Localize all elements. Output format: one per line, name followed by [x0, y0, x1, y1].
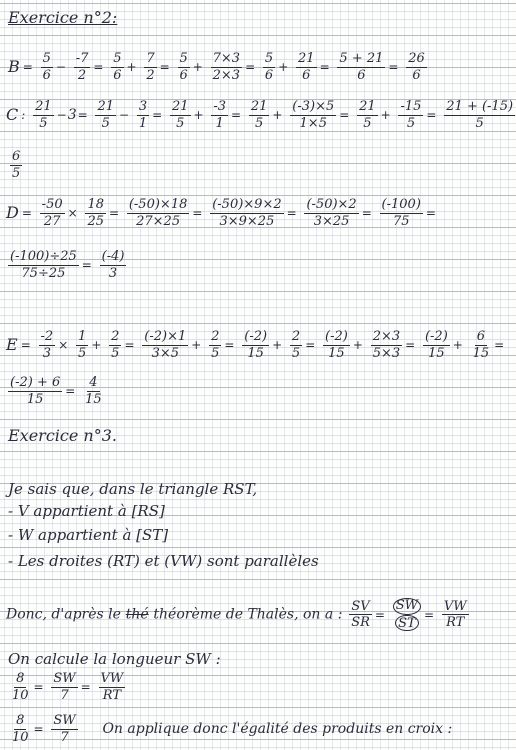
numerator: 18 [87, 197, 104, 212]
operator: + [192, 60, 203, 75]
fraction [170, 100, 191, 130]
operator: = [388, 60, 399, 75]
denominator: 15 [85, 391, 102, 407]
numerator: 2 [291, 329, 301, 344]
fraction [398, 100, 423, 130]
denominator: 6 [264, 67, 274, 83]
numerator: 1 [78, 329, 87, 344]
numerator: SW [393, 598, 421, 615]
denominator: 2×3 [212, 67, 241, 83]
fraction [33, 100, 54, 130]
operator: × [67, 206, 78, 221]
numerator: (-100)÷25 [10, 249, 77, 264]
denominator: 5 [12, 165, 21, 181]
denominator: RT [446, 615, 465, 631]
denominator: 25 [87, 213, 104, 229]
equation-E-cont [6, 376, 106, 406]
calc-line-2 [8, 714, 452, 744]
denominator: 6 [412, 67, 421, 83]
operator: = [374, 607, 385, 622]
operator: : [21, 108, 26, 123]
fraction [380, 198, 423, 228]
operator: + [91, 338, 102, 353]
operator: = [361, 206, 372, 221]
fraction [8, 250, 79, 280]
fraction [83, 376, 104, 406]
text: Exercice n°3. [8, 426, 117, 445]
text: - V appartient à [RS] [8, 502, 165, 520]
numerator: -7 [75, 51, 89, 66]
text: théorème de Thalès, on a : [153, 606, 343, 623]
numerator: VW [443, 598, 467, 614]
fraction [471, 330, 492, 360]
exercise-3-title [8, 428, 117, 444]
operator: = [124, 338, 135, 353]
denominator: 1 [215, 115, 224, 131]
fraction [8, 376, 62, 406]
exercise-2-title [8, 10, 117, 26]
numerator: (-4) [101, 249, 125, 264]
expression-label: E [6, 335, 18, 355]
operator: = [77, 108, 88, 123]
numerator: 21 [250, 99, 268, 114]
text-line [8, 504, 165, 519]
operator: = [21, 206, 32, 221]
fraction [323, 330, 350, 360]
denominator: 6 [357, 67, 366, 83]
fraction [290, 330, 302, 360]
equation-D [6, 198, 437, 228]
fraction [406, 52, 427, 82]
fraction [209, 330, 221, 360]
equation-E [6, 330, 505, 360]
denominator: 6 [42, 67, 51, 83]
operator: = [33, 722, 44, 737]
operator: − [119, 108, 130, 123]
operator: = [424, 607, 435, 622]
operator: = [319, 60, 330, 75]
numerator: (-2)×1 [144, 329, 187, 344]
operator: + [191, 338, 202, 353]
equation-D-cont [6, 250, 128, 280]
numerator: (-2) + 6 [10, 375, 61, 390]
denominator: 10 [12, 687, 29, 703]
fraction [211, 52, 242, 82]
fraction [349, 600, 372, 630]
operator: = [33, 680, 44, 695]
equation-C-result [8, 150, 24, 180]
operator: = [22, 60, 33, 75]
numerator: 8 [16, 671, 25, 686]
numerator: 3 [138, 99, 148, 114]
numerator: 21 [359, 99, 376, 114]
operator: = [286, 206, 297, 221]
numerator: 4 [89, 375, 98, 390]
fraction [210, 198, 283, 228]
numerator: (-3)×5 [292, 99, 335, 114]
numerator: 6 [12, 149, 21, 164]
operator: = [20, 338, 31, 353]
denominator: 1 [138, 115, 148, 131]
numerator: (-2) [244, 329, 268, 344]
numerator: 21 [35, 99, 52, 114]
numerator: -2 [40, 329, 54, 344]
fraction [51, 672, 77, 702]
numerator: 5 [42, 51, 51, 66]
numerator: VW [100, 671, 124, 686]
denominator: 15 [472, 345, 490, 361]
denominator: 5 [475, 115, 484, 131]
text-line [8, 482, 257, 497]
operator: = [65, 384, 76, 399]
fraction [99, 672, 126, 702]
numerator: (-50)×18 [128, 197, 188, 212]
operator: + [126, 60, 137, 75]
denominator: 6 [113, 67, 122, 83]
fraction [10, 150, 22, 180]
numerator: 2×3 [372, 329, 401, 344]
fraction [127, 198, 190, 228]
numerator: 5 + 21 [339, 51, 384, 66]
numerator: 7×3 [212, 51, 241, 66]
fraction [444, 100, 515, 130]
text-line [8, 554, 319, 569]
operator: + [278, 60, 289, 75]
fraction [178, 52, 190, 82]
denominator: 5 [101, 115, 110, 131]
operator: + [193, 108, 204, 123]
equation-B [8, 52, 429, 82]
operator: = [192, 206, 203, 221]
fraction [249, 100, 270, 130]
operator: + [380, 108, 391, 123]
operator: = [93, 60, 104, 75]
denominator: 5 [211, 345, 220, 361]
operator: = [224, 338, 235, 353]
operator: + [272, 108, 283, 123]
denominator: 15 [328, 345, 345, 361]
numerator: 7 [146, 51, 155, 66]
denominator: 5×3 [372, 345, 401, 361]
denominator: 6 [302, 67, 311, 83]
numerator: SW [53, 671, 76, 686]
text: Je sais que, dans le triangle RST, [8, 480, 258, 498]
operator: = [80, 680, 91, 695]
operator: − [56, 108, 67, 123]
fraction [109, 330, 121, 360]
operator: = [305, 338, 316, 353]
operator: × [58, 338, 69, 353]
text: Donc, d'après le [6, 606, 121, 623]
denominator: 75 [392, 213, 410, 229]
numerator: (-50)×2 [306, 197, 357, 212]
text: - W appartient à [ST] [8, 526, 169, 544]
fraction [144, 52, 156, 82]
fraction [111, 52, 123, 82]
operator: = [109, 206, 120, 221]
fraction [263, 52, 275, 82]
numerator: 8 [16, 713, 25, 728]
operator: + [272, 338, 283, 353]
denominator: SR [351, 615, 370, 631]
operator: = [245, 60, 256, 75]
thales-line [6, 598, 471, 631]
text: On calcule la longueur SW : [8, 650, 221, 668]
fraction [242, 330, 269, 360]
operator: = [231, 108, 242, 123]
denominator: 3×9×25 [219, 213, 275, 229]
denominator: 5 [78, 345, 87, 361]
numerator: (-50)×9×2 [212, 197, 282, 212]
operator: = [339, 108, 350, 123]
operator: = [405, 338, 416, 353]
denominator: 5 [255, 115, 264, 131]
fraction [10, 672, 31, 702]
denominator: 7 [60, 729, 69, 745]
fraction [100, 250, 127, 280]
denominator: 7 [60, 687, 69, 703]
numerator: -3 [213, 99, 227, 114]
numerator: 21 + (-15) [446, 99, 514, 114]
text: Exercice n°2: [8, 8, 118, 27]
numerator: 21 [298, 51, 315, 66]
denominator: 5 [176, 115, 185, 131]
denominator: RT [102, 687, 121, 703]
numerator: 2 [211, 329, 220, 344]
fraction [51, 714, 77, 744]
numerator: 6 [476, 329, 486, 344]
numerator: 21 [171, 99, 189, 114]
denominator: 15 [428, 345, 445, 361]
operator: = [152, 108, 163, 123]
fraction [142, 330, 188, 360]
denominator: 5 [111, 345, 120, 361]
denominator: 15 [247, 345, 264, 361]
text: thé [125, 606, 149, 623]
numerator: 5 [264, 51, 274, 66]
fraction [41, 52, 53, 82]
denominator: 6 [179, 67, 188, 83]
denominator: 5 [363, 115, 372, 131]
operator: = [81, 258, 92, 273]
numerator: (-100) [381, 197, 421, 212]
text-line [8, 528, 168, 543]
numerator: (-2) [424, 329, 448, 344]
denominator: 15 [26, 391, 44, 407]
fraction [423, 330, 450, 360]
denominator: 5 [291, 345, 301, 361]
text-line [8, 652, 221, 667]
denominator: 75÷25 [21, 265, 66, 281]
numerator: -15 [400, 99, 422, 114]
denominator: 5 [406, 115, 416, 131]
numerator: 26 [408, 51, 425, 66]
fraction [290, 100, 336, 130]
numerator: (-2) [325, 329, 348, 344]
fraction [95, 100, 116, 130]
denominator: 27 [43, 213, 61, 229]
denominator: 2 [77, 67, 87, 83]
denominator: 3 [42, 345, 51, 361]
fraction [74, 52, 91, 82]
denominator: 5 [39, 115, 48, 131]
denominator: 3×5 [151, 345, 179, 361]
fraction [357, 100, 378, 130]
numerator: SV [351, 598, 370, 614]
text: On applique donc l'égalité des produits en croix : [102, 721, 453, 738]
numerator: 5 [179, 51, 188, 66]
expression-label: B [8, 57, 20, 77]
fraction [137, 100, 149, 130]
numerator: -50 [41, 197, 63, 212]
denominator: 27×25 [136, 213, 181, 229]
operator: − [55, 60, 66, 75]
text: 3 [67, 107, 77, 124]
operator: + [452, 338, 463, 353]
calc-line-1 [8, 672, 127, 702]
denominator: 1×5 [299, 115, 327, 131]
equation-C [6, 100, 516, 130]
fraction [296, 52, 317, 82]
text: - Les droites (RT) et (VW) sont parallèles [8, 552, 319, 570]
fraction [39, 330, 56, 360]
fraction [76, 330, 88, 360]
fraction [337, 52, 385, 82]
operator: = [494, 338, 505, 353]
fraction [85, 198, 106, 228]
denominator: 2 [146, 67, 155, 83]
denominator: 10 [12, 729, 29, 745]
numerator: 5 [113, 51, 122, 66]
fraction [40, 198, 65, 228]
operator: = [425, 206, 436, 221]
expression-label: D [6, 203, 19, 223]
operator: + [352, 338, 363, 353]
fraction [371, 330, 402, 360]
fraction [393, 598, 421, 631]
denominator: ST [395, 615, 419, 632]
fraction [10, 714, 31, 744]
operator: = [426, 108, 437, 123]
operator: = [159, 60, 170, 75]
fraction [304, 198, 358, 228]
fraction [442, 600, 469, 630]
fraction [211, 100, 228, 130]
numerator: 2 [111, 329, 120, 344]
denominator: 3×25 [313, 213, 350, 229]
denominator: 3 [108, 265, 118, 281]
numerator: 21 [97, 99, 114, 114]
numerator: SW [53, 713, 76, 728]
expression-label: C [6, 105, 19, 125]
